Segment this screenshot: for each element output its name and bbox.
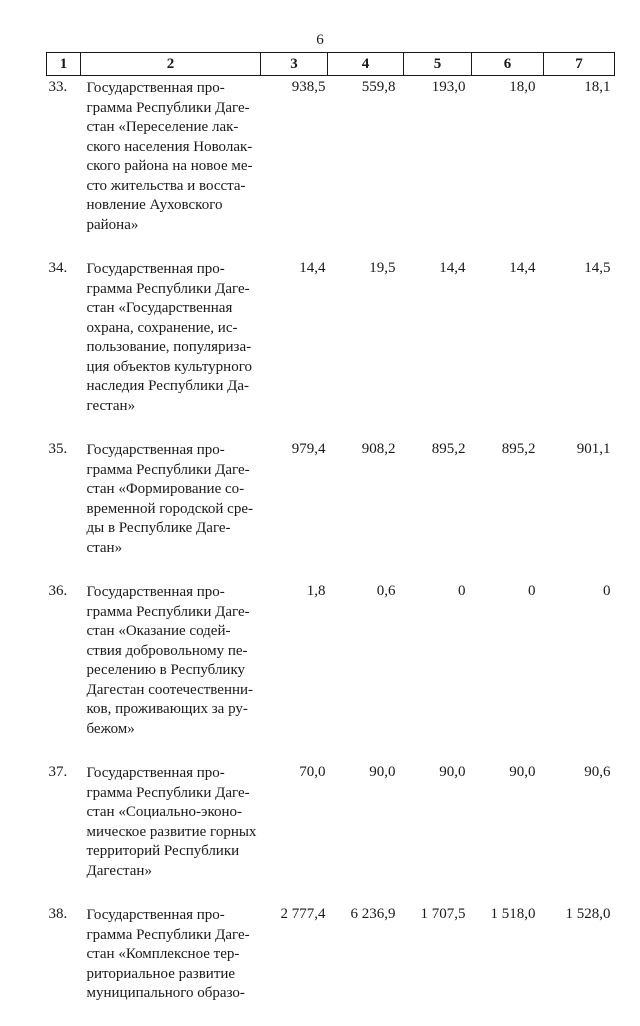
program-name-line: временной городской сре-: [86, 500, 253, 517]
row-index: 35.: [48, 441, 68, 457]
program-name-line: мическое развитие горных: [86, 823, 257, 840]
program-name-line: пользование, популяриза-: [86, 339, 252, 355]
program-name-line: Государственная про-: [86, 442, 225, 458]
row-index: 36.: [48, 583, 68, 599]
value-cell-col6: 90,0: [509, 764, 536, 780]
program-name-line: территорий Республики: [86, 843, 240, 859]
value-cell-col6: 1 518,0: [490, 906, 536, 922]
table-row: [47, 257, 615, 438]
value-cell-col3: 938,5: [291, 79, 326, 95]
value-cell-col6: 14,4: [509, 260, 536, 276]
program-name-line: Государственная про-: [86, 261, 225, 277]
program-name: [81, 580, 261, 761]
program-name-line: охрана, сохранение, ис-: [86, 319, 238, 336]
program-name-line: Государственная про-: [86, 584, 225, 600]
value-cell-col4: 0,6: [376, 583, 396, 599]
program-name-line: стан «Переселение лак-: [86, 119, 239, 135]
program-name: [81, 438, 261, 580]
program-name-line: грамма Республики Даге-: [86, 280, 250, 297]
program-name-line: муниципального образо-: [86, 985, 245, 1001]
column-header-2: 2: [81, 53, 261, 76]
table-row: [47, 903, 615, 1026]
program-name-line: гестан»: [86, 397, 136, 414]
value-cell-col4: 90,0: [369, 764, 396, 780]
program-name: [81, 257, 261, 438]
value-cell-col5: 14,4: [439, 260, 466, 276]
column-header-5: 5: [404, 53, 472, 76]
program-name-line: ды в Республике Даге-: [86, 520, 231, 536]
value-cell-col3: 979,4: [291, 441, 326, 457]
program-name-line: района»: [86, 216, 139, 233]
program-name-line: ков, проживающих за ру-: [86, 701, 248, 717]
program-name: [81, 761, 261, 903]
program-name-line: Дагестан соотечественни-: [86, 681, 254, 698]
value-cell-col7: 901,1: [576, 441, 611, 457]
program-name-line: новление Ауховского: [86, 197, 223, 213]
program-name-line: стан»: [86, 539, 123, 556]
program-name-line: грамма Республики Даге-: [86, 926, 250, 943]
program-name-line: ция объектов культурного: [86, 358, 252, 375]
value-cell-col6: 0: [528, 583, 536, 599]
program-name-line: стан «Оказание содей-: [86, 623, 231, 639]
value-cell-col4: 908,2: [361, 441, 396, 457]
value-cell-col5: 0: [458, 583, 466, 599]
program-name-line: грамма Республики Даге-: [86, 99, 250, 116]
value-cell-col7: 18,1: [584, 79, 611, 95]
program-name-line: стан «Комплексное тер-: [86, 946, 240, 962]
program-name-line: ствия добровольному пе-: [86, 642, 248, 659]
column-header-6: 6: [472, 53, 544, 76]
budget-table: [46, 52, 615, 1026]
row-index: 37.: [48, 764, 68, 780]
program-name-line: Дагестан»: [86, 862, 152, 879]
program-name-line: Государственная про-: [86, 80, 225, 96]
program-name-line: Государственная про-: [86, 907, 225, 923]
program-name-line: стан «Формирование со-: [86, 481, 245, 497]
value-cell-col7: 90,6: [584, 764, 611, 780]
page-number: 6: [316, 32, 324, 48]
row-index: 38.: [48, 906, 68, 922]
program-name: [81, 76, 261, 258]
value-cell-col6: 895,2: [501, 441, 536, 457]
value-cell-col5: 90,0: [439, 764, 466, 780]
program-name-line: ского района на новое ме-: [86, 158, 253, 174]
table-header-row: [47, 53, 615, 76]
value-cell-col7: 14,5: [584, 260, 611, 276]
value-cell-col3: 70,0: [299, 764, 326, 780]
table-row: [47, 438, 615, 580]
program-name-line: бежом»: [86, 720, 135, 737]
row-index: 34.: [48, 260, 68, 276]
value-cell-col5: 193,0: [431, 79, 466, 95]
column-header-7: 7: [544, 53, 615, 76]
program-name-line: сто жительства и восста-: [86, 177, 246, 194]
program-name-line: грамма Республики Даге-: [86, 461, 250, 478]
program-name-line: риториальное развитие: [86, 965, 236, 982]
table-row: [47, 580, 615, 761]
value-cell-col6: 18,0: [509, 79, 536, 95]
program-name-line: ского населения Новолак-: [86, 138, 253, 155]
program-name-line: грамма Республики Даге-: [86, 603, 250, 620]
program-name-line: стан «Государственная: [86, 300, 233, 316]
column-header-1: 1: [47, 53, 81, 76]
value-cell-col5: 1 707,5: [420, 906, 466, 922]
value-cell-col4: 559,8: [361, 79, 396, 95]
table-row: [47, 761, 615, 903]
table-row: [47, 76, 615, 258]
value-cell-col3: 1,8: [306, 583, 326, 599]
program-name: [81, 903, 261, 1026]
program-name-line: реселению в Республику: [86, 662, 246, 678]
column-header-3: 3: [261, 53, 328, 76]
value-cell-col5: 895,2: [431, 441, 466, 457]
column-header-4: 4: [328, 53, 404, 76]
value-cell-col7: 0: [603, 583, 611, 599]
value-cell-col3: 2 777,4: [280, 906, 326, 922]
value-cell-col7: 1 528,0: [565, 906, 611, 922]
table-body: [47, 76, 615, 1026]
program-name-line: стан «Социально-эконо-: [86, 804, 243, 820]
value-cell-col4: 19,5: [369, 260, 396, 276]
program-name-line: наследия Республики Да-: [86, 378, 249, 394]
row-index: 33.: [48, 79, 68, 95]
value-cell-col4: 6 236,9: [350, 906, 396, 922]
value-cell-col3: 14,4: [299, 260, 326, 276]
program-name-line: грамма Республики Даге-: [86, 784, 250, 801]
program-name-line: Государственная про-: [86, 765, 225, 781]
